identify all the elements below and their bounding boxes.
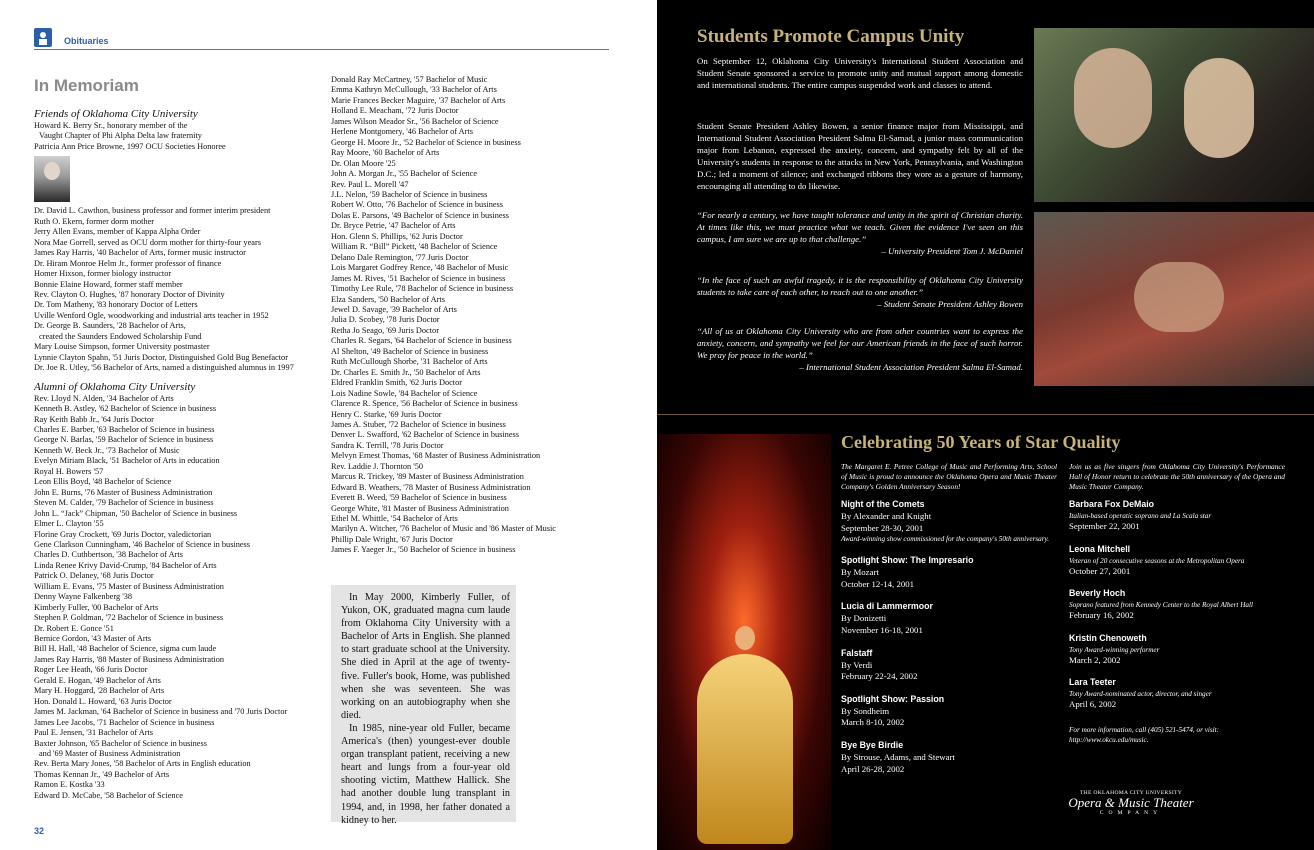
list-item: John A. Morgan Jr., '55 Bachelor of Science xyxy=(331,169,478,179)
list-item: Kimberly Fuller, '00 Bachelor of Arts xyxy=(34,602,159,612)
list-item: John E. Burns, '76 Master of Business Administration xyxy=(34,487,213,497)
list-item: James A. Stuber, '72 Bachelor of Science in business xyxy=(331,419,506,429)
list-item: Charles D. Cuthbertson, '38 Bachelor of Arts xyxy=(34,550,183,560)
list-item: James Lee Jacobs, '71 Bachelor of Science in business xyxy=(34,717,215,727)
list-item: Ruth O. Ekern, former dorm mother xyxy=(34,216,155,226)
divider xyxy=(657,414,1314,415)
obituary-column-1 xyxy=(34,108,324,801)
list-item: Rev. Berta Mary Jones, '58 Bachelor of Arts in English education xyxy=(34,759,251,769)
list-item: Dolas E. Parsons, '49 Bachelor of Science in business xyxy=(331,210,510,220)
page-title: In Memoriam xyxy=(34,76,139,95)
list-item: Ray Moore, '60 Bachelor of Arts xyxy=(331,148,440,158)
show-date: March 8-10, 2002 xyxy=(841,717,905,728)
list-item: Vaught Chapter of Phi Alpha Delta law fraternity xyxy=(39,131,202,141)
list-item: Marcus R. Trickey, '89 Master of Business Administration xyxy=(331,472,524,482)
list-item: Roger Lee Heath, '66 Juris Doctor xyxy=(34,665,148,675)
list-item: Howard K. Berry Sr., honorary member of the xyxy=(34,121,188,130)
show-date: October 12-14, 2001 xyxy=(841,578,915,589)
singer-name: Lara Teeter xyxy=(1069,677,1116,688)
singers-column xyxy=(1069,462,1285,745)
singer-note: Tony Award-winning performer xyxy=(1069,645,1160,654)
list-item: Dr. Joe R. Utley, '56 Bachelor of Arts, named a distinguished alumnus in 1997 xyxy=(34,363,294,373)
list-item: Herlene Montgomery, '46 Bachelor of Arts xyxy=(331,127,473,137)
list-item: Rev. Clayton O. Hughes, '87 honorary Doctor of Divinity xyxy=(34,289,225,299)
list-item: James F. Yaeger Jr., '50 Bachelor of Science in business xyxy=(331,545,516,555)
show-date: September 28-30, 2001 xyxy=(841,522,924,533)
list-item: Bernice Gordon, '43 Master of Arts xyxy=(34,634,152,644)
list-item: Homer Hixson, former biology instructor xyxy=(34,269,172,279)
show-composer: By Strouse, Adams, and Stewart xyxy=(841,751,955,762)
list-item: Henry C. Starke, '69 Juris Doctor xyxy=(331,409,442,419)
list-item: Rev. Laddie J. Thornton '50 xyxy=(331,461,424,471)
list-item: Mary Louise Simpson, former University postmaster xyxy=(34,342,210,352)
list-item: Evelyn Miriam Black, '51 Bachelor of Arts in education xyxy=(34,456,220,466)
students-photo xyxy=(1034,28,1314,202)
list-item: Denny Wayne Falkenberg '38 xyxy=(34,592,132,602)
list-item: Dr. Robert E. Gonce '51 xyxy=(34,623,114,633)
list-item: George White, '81 Master of Business Administration xyxy=(331,503,509,513)
list-item: Dr. Olan Moore '25 xyxy=(331,158,396,168)
unity-paragraph: On September 12, Oklahoma City University's International Student Association and Student Senate sponsored a service to promote unity and mutual support among domestic and international students. The entire campus suspended work and classes to attend. xyxy=(697,56,1023,90)
show-composer: By Sondheim xyxy=(841,705,890,716)
list-item: Edward D. McCabe, '58 Bachelor of Science xyxy=(34,790,183,800)
show-date: February 22-24, 2002 xyxy=(841,671,918,682)
list-item: Steven M. Calder, '79 Bachelor of Science in business xyxy=(34,498,214,508)
list-item: Everett B. Weed, '59 Bachelor of Science in business xyxy=(331,493,507,503)
show-title: Spotlight Show: Passion xyxy=(841,693,945,704)
list-item: Lynnie Clayton Spahn, '51 Juris Doctor, Distinguished Gold Bug Benefactor xyxy=(34,352,288,362)
list-item: Dr. Tom Matheny, '83 honorary Doctor of Letters xyxy=(34,300,198,310)
page-number: 32 xyxy=(34,826,45,836)
unity-paragraph: Student Senate President Ashley Bowen, a senior finance major from Mississippi, and International Student Association President Salma El-Samad, a junior mass communication major from Lebanon, expressed the anxiety, concern, and sympathy felt by all of the University's students in response to the attacks in New York, Pennsylvania, and Washington D.C.; led a moment of silence; and exchanged ribbons they wore as a gesture of harmony, encouraging all attending to do likewise. xyxy=(697,121,1023,191)
list-item: Phillip Dale Wright, '67 Juris Doctor xyxy=(331,534,453,544)
show-title: Bye Bye Birdie xyxy=(841,739,904,750)
singer-name: Kristin Chenoweth xyxy=(1069,632,1147,643)
list-item: Royal H. Bowers '57 xyxy=(34,466,104,476)
opera-company-logo xyxy=(1066,790,1196,830)
list-item: Charles R. Segars, '64 Bachelor of Science in business xyxy=(331,336,512,346)
list-item: Thomas Kennan Jr., '49 Bachelor of Arts xyxy=(34,769,170,779)
page-header xyxy=(34,28,609,50)
season-intro: The Margaret E. Petree College of Music and Performing Arts, School of Music is proud to announce the Oklahoma Opera and Music Theater Company's Golden Anniversary Season! xyxy=(841,462,1057,491)
obituary-column-2 xyxy=(331,75,591,556)
quote xyxy=(697,210,1023,258)
list-item: Ray Keith Babb Jr., '64 Juris Doctor xyxy=(34,414,154,424)
list-item: Ruth McCullough Shorbe, '31 Bachelor of Arts xyxy=(331,357,488,367)
quote-text: “For nearly a century, we have taught tolerance and unity in the spirit of Christian charity. At times like this, we must practice what we teach. Given the evidence I've seen on this campus, I am sure we are up to that challenge.” xyxy=(697,210,1023,244)
singer-name: Barbara Fox DeMaio xyxy=(1069,499,1155,509)
info-line: For more information, call (405) 521-5474, or visit: http://www.okcu.edu/music. xyxy=(1069,725,1220,744)
list-item: William R. “Bill” Pickett, '48 Bachelor of Science xyxy=(331,242,498,252)
list-item: Ramon E. Kostka '33 xyxy=(34,780,105,790)
ribbon-exchange-photo xyxy=(1034,212,1314,386)
show-title: Spotlight Show: The Impresario xyxy=(841,555,974,566)
show-title: Night of the Comets xyxy=(841,499,925,509)
show-date: November 16-18, 2001 xyxy=(841,624,923,635)
list-item: Jerry Allen Evans, member of Kappa Alpha Order xyxy=(34,227,201,237)
list-item: Kenneth B. Astley, '62 Bachelor of Science in business xyxy=(34,404,217,414)
list-item: John L. “Jack” Chipman, '50 Bachelor of Science in business xyxy=(34,508,238,518)
list-item: Linda Renee Krivy David-Crump, '84 Bachelor of Arts xyxy=(34,560,217,570)
list-heading: Alumni of Oklahoma City University xyxy=(34,380,196,393)
singer-note: Italian-based operatic soprano and La Scala star xyxy=(1069,512,1212,520)
list-item: James M. Jackman, '64 Bachelor of Science in business and '70 Juris Doctor xyxy=(34,707,288,717)
shows-column xyxy=(841,462,1057,775)
quote xyxy=(697,275,1023,311)
list-item: Mary H. Hoggard, '28 Bachelor of Arts xyxy=(34,686,165,696)
list-item: Eldred Franklin Smith, '62 Juris Doctor xyxy=(331,378,463,388)
list-item: Stephen P. Goldman, '72 Bachelor of Science in business xyxy=(34,613,224,623)
list-item: Denver L. Swafford, '62 Bachelor of Science in business xyxy=(331,430,519,440)
logo-text: Opera & Music Theater xyxy=(1068,795,1194,810)
show-date: April 26-28, 2002 xyxy=(841,763,905,774)
list-item: Dr. Hiram Monroe Helm Jr., former professor of finance xyxy=(34,258,222,268)
quote-text: “In the face of such an awful tragedy, it is the responsibility of Oklahoma City University students to take care of each other, to reach out to one another.” xyxy=(697,275,1023,297)
logo-text: COMPANY xyxy=(1099,810,1163,816)
list-item: Leon Ellis Boyd, '48 Bachelor of Science xyxy=(34,477,172,487)
quote-attribution: – Student Senate President Ashley Bowen xyxy=(877,298,1023,309)
list-item: Clarence R. Spence, '56 Bachelor of Science in business xyxy=(331,399,518,409)
singers-intro: Join us as five singers from Oklahoma City University's Performance Hall of Honor return to celebrate the 50th anniversary of the Opera and Music Theater Company. xyxy=(1069,462,1285,491)
show-composer: By Alexander and Knight xyxy=(841,511,932,521)
list-heading: Friends of Oklahoma City University xyxy=(34,108,198,120)
list-item: Emma Kathryn McCullough, '33 Bachelor of Arts xyxy=(331,85,497,95)
show-title: Falstaff xyxy=(841,647,873,658)
list-item: Dr. Charles E. Smith Jr., '50 Bachelor of Arts xyxy=(331,367,481,377)
quote-text: “All of us at Oklahoma City University who are from other countries want to express the anxiety, concern, and sympathy we feel for our American friends in the face of such horror. We pray for peace in the world.” xyxy=(697,326,1023,360)
star-title: Celebrating 50 Years of Star Quality xyxy=(841,432,1121,452)
list-item: Rev. Lloyd N. Alden, '34 Bachelor of Arts xyxy=(34,393,174,403)
list-item: Gene Clarkson Cunningham, '46 Bachelor of Science in business xyxy=(34,539,251,549)
list-item: Elmer L. Clayton '55 xyxy=(34,519,104,529)
list-item: Jewel D. Savage, '39 Bachelor of Arts xyxy=(331,304,457,314)
sidebar-story xyxy=(331,585,516,826)
singer-note: Veteran of 20 consecutive seasons at the Metropolitan Opera xyxy=(1069,556,1245,565)
list-item: Robert W. Otto, '76 Bachelor of Science in business xyxy=(331,200,504,210)
list-item: Gerald E. Hogan, '49 Bachelor of Arts xyxy=(34,675,161,685)
quote-attribution: – International Student Association President Salma El-Samad. xyxy=(799,361,1023,372)
show-title: Lucia di Lammermoor xyxy=(841,601,933,612)
unity-title: Students Promote Campus Unity xyxy=(697,26,965,47)
singer-note: Tony Award-nominated actor, director, and singer xyxy=(1069,690,1212,699)
portrait-photo xyxy=(34,156,70,202)
list-item: James Ray Harris, '88 Master of Business Administration xyxy=(34,654,224,664)
quote xyxy=(697,326,1023,374)
list-item: Julia D. Scobey, '78 Juris Doctor xyxy=(331,315,440,325)
list-item: Bill H. Hall, '48 Bachelor of Science, sigma cum laude xyxy=(34,644,217,654)
singer-name: Beverly Hoch xyxy=(1069,588,1126,599)
list-item: Baxter Johnson, '65 Bachelor of Science in business xyxy=(34,738,207,748)
list-item: Bonnie Elaine Howard, former staff member xyxy=(34,279,183,289)
list-item: Ethel M. Whittle, '54 Bachelor of Arts xyxy=(331,514,458,524)
list-item: Lois Margaret Godfrey Rence, '48 Bachelor of Music xyxy=(331,263,509,273)
list-item: J.L. Nelon, '59 Bachelor of Science in business xyxy=(331,189,488,199)
list-item: Paul E. Jensen, '31 Bachelor of Arts xyxy=(34,728,154,738)
show-composer: By Donizetti xyxy=(841,613,887,624)
list-item: Dr. David L. Cawthon, business professor and former interim president xyxy=(34,206,271,216)
list-item: Timothy Lee Rule, '78 Bachelor of Science in business xyxy=(331,284,514,294)
list-item: Al Shelton, '49 Bachelor of Science in business xyxy=(331,346,489,356)
list-item: Patricia Ann Price Browne, 1997 OCU Societies Honoree xyxy=(34,141,226,151)
list-item: George N. Barlas, '59 Bachelor of Science in business xyxy=(34,435,214,445)
section-label: Obituaries xyxy=(64,36,109,46)
sidebar-paragraph: In 1985, nine-year old Fuller, became America's (then) youngest-ever double organ transplant patient, receiving a new heart and lungs from a four-year old shooting victim, Matthew Hallick. She had another double lung transplant in 1994, and, in 1998, her father donated a kidney to her. xyxy=(341,722,510,826)
singer-date: March 2, 2002 xyxy=(1069,654,1121,665)
list-item: Dr. Bryce Petrie, '47 Bachelor of Arts xyxy=(331,221,456,231)
list-item: James M. Rives, '51 Bachelor of Science in business xyxy=(331,273,506,283)
list-item: Hon. Donald L. Howard, '63 Juris Doctor xyxy=(34,696,172,706)
quote-attribution: – University President Tom J. McDaniel xyxy=(881,245,1023,256)
list-item: James Ray Harris, '40 Bachelor of Arts, former music instructor xyxy=(34,248,246,258)
right-page xyxy=(657,0,1314,850)
list-item: Marilyn A. Witcher, '76 Bachelor of Music and '86 Master of Music xyxy=(331,524,556,534)
list-item: Patrick O. Delaney, '68 Juris Doctor xyxy=(34,571,154,581)
list-item: Sandra K. Terrill, '78 Juris Doctor xyxy=(331,440,444,450)
singer-date: April 6, 2002 xyxy=(1069,699,1117,710)
singer-date: September 22, 2001 xyxy=(1069,521,1140,531)
singer-date: February 16, 2002 xyxy=(1069,610,1134,621)
show-note: Award-winning show commissioned for the company's 50th anniversary. xyxy=(841,535,1050,544)
list-item: Nora Mae Gorrell, served as OCU dorm mother for thirty-four years xyxy=(34,237,261,247)
list-item: Charles E. Barber, '63 Bachelor of Science in business xyxy=(34,424,215,434)
university-logo-icon xyxy=(34,28,52,47)
list-item: Lois Nadine Sowle, '84 Bachelor of Science xyxy=(331,388,478,398)
show-composer: By Mozart xyxy=(841,567,879,578)
singer-note: Soprano featured from Kennedy Center to the Royal Albert Hall xyxy=(1069,601,1253,610)
list-item: and '69 Master of Business Administration xyxy=(39,749,181,759)
show-composer: By Verdi xyxy=(841,659,873,670)
list-item: Uville Wenford Ogle, woodworking and industrial arts teacher in 1952 xyxy=(34,310,269,320)
singer-date: October 27, 2001 xyxy=(1069,565,1131,576)
list-item: Hon. Glenn S. Phillips, '62 Juris Doctor xyxy=(331,231,463,241)
list-item: Kenneth W. Beck Jr., '73 Bachelor of Music xyxy=(34,445,180,455)
list-item: created the Saunders Endowed Scholarship Fund xyxy=(39,331,202,341)
list-item: Holland E. Meacham, '72 Juris Doctor xyxy=(331,106,459,116)
list-item: Delano Dale Remington, '77 Juris Doctor xyxy=(331,252,469,262)
list-item: Retha Jo Seago, '69 Juris Doctor xyxy=(331,325,439,335)
sidebar-paragraph: In May 2000, Kimberly Fuller, of Yukon, OK, graduated magna cum laude from Oklahoma City University with a Bachelor of Arts in English. She planned to start graduate school at the University. She died in April at the age of twenty-five. Fuller's book, Home, was published when she was seventeen. She was working on an autobiography when she died. xyxy=(341,592,510,721)
list-item: George H. Moore Jr., '52 Bachelor of Science in business xyxy=(331,137,521,147)
list-item: James Wilson Meador Sr., '56 Bachelor of Science xyxy=(331,116,499,126)
list-item: William E. Evans, '75 Master of Business Administration xyxy=(34,581,224,591)
list-item: Edward B. Weathers, '78 Master of Business Administration xyxy=(331,482,531,492)
list-item: Florine Gray Crockett, '69 Juris Doctor, valedictorian xyxy=(34,529,212,539)
logo-text: THE OKLAHOMA CITY UNIVERSITY xyxy=(1079,790,1183,796)
list-item: Donald Ray McCartney, '57 Bachelor of Music xyxy=(331,75,488,84)
list-item: Rev. Paul L. Morell '47 xyxy=(331,179,409,189)
singer-name: Leona Mitchell xyxy=(1069,543,1131,554)
list-item: Elza Sanders, '50 Bachelor of Arts xyxy=(331,294,445,304)
list-item: Melvyn Ernest Thomas, '68 Master of Business Administration xyxy=(331,451,541,461)
list-item: Marie Frances Becker Maguire, '37 Bachelor of Arts xyxy=(331,95,506,105)
list-item: Dr. George B. Saunders, '28 Bachelor of Arts, xyxy=(34,321,186,331)
opera-singer-photo xyxy=(657,434,831,850)
